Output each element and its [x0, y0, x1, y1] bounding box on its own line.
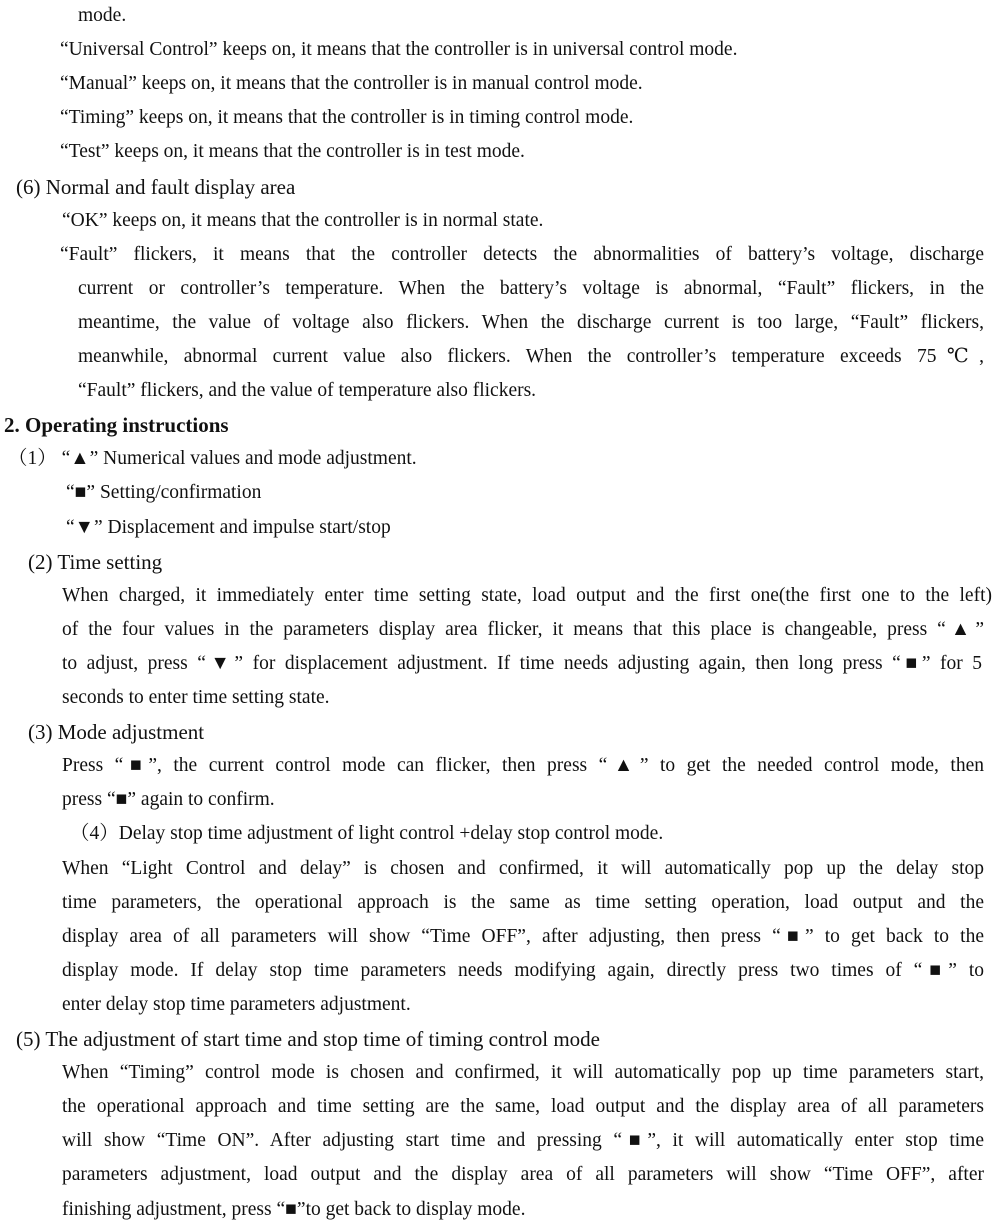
text-line: “■” Setting/confirmation — [66, 482, 262, 504]
text-line: time parameters, the operational approach is the same as time setting operation, load output and the — [62, 891, 984, 913]
text-line: enter delay stop time parameters adjustment. — [62, 993, 411, 1015]
text-line: “Timing” keeps on, it means that the controller is in timing control mode. — [60, 107, 634, 129]
text-line: press “■” again to confirm. — [62, 789, 275, 811]
text-line: “▼” Displacement and impulse start/stop — [66, 516, 391, 538]
subsection-heading: (5) The adjustment of start time and stop time of timing control mode — [16, 1027, 601, 1051]
text-line: （4）Delay stop time adjustment of light control +delay stop control mode. — [70, 823, 664, 845]
section-heading: 2. Operating instructions — [4, 413, 229, 438]
text-line: to adjust, press “▼” for displacement adjustment. If time needs adjusting again, then long press “■” for 5 — [62, 652, 982, 674]
text-line: “Fault” flickers, and the value of temperature also flickers. — [78, 380, 537, 402]
text-line: will show “Time ON”. After adjusting start time and pressing “■”, it will automatically enter stop time — [62, 1130, 984, 1152]
text-line: finishing adjustment, press “■”to get back to display mode. — [62, 1198, 526, 1220]
text-line: meanwhile, abnormal current value also flickers. When the controller’s temperature exceeds 75℃, — [78, 346, 984, 367]
text-line: of the four values in the parameters display area flicker, it means that this place is changeable, press “▲” — [62, 618, 984, 640]
text-line: display mode. If delay stop time parameters needs modifying again, directly press two times of “■” to — [62, 959, 984, 981]
text-line: When “Timing” control mode is chosen and confirmed, it will automatically pop up time parameters start, — [62, 1062, 984, 1084]
text-line: “OK” keeps on, it means that the controller is in normal state. — [62, 209, 544, 231]
text-line: When charged, it immediately enter time setting state, load output and the first one(the first one to the left) — [62, 584, 992, 606]
text-line: mode. — [78, 5, 127, 26]
text-line: the operational approach and time setting are the same, load output and the display area of all parameters — [62, 1096, 984, 1118]
subsection-heading: (2) Time setting — [28, 549, 163, 574]
text-line: （1） “▲” Numerical values and mode adjustment. — [8, 448, 417, 470]
text-line: parameters adjustment, load output and the display area of all parameters will show “Time OFF”, after — [62, 1164, 984, 1186]
text-line: Press “■”, the current control mode can flicker, then press “▲” to get the needed control mode, then — [62, 755, 984, 777]
text-line: display area of all parameters will show “Time OFF”, after adjusting, then press “■” to get back to the — [62, 925, 984, 947]
text-line: current or controller’s temperature. When the battery’s voltage is abnormal, “Fault” flickers, in the — [78, 277, 984, 299]
text-line: When “Light Control and delay” is chosen and confirmed, it will automatically pop up the delay stop — [62, 857, 984, 879]
text-line: seconds to enter time setting state. — [62, 687, 330, 708]
text-line: “Manual” keeps on, it means that the controller is in manual control mode. — [60, 73, 643, 95]
text-line: meantime, the value of voltage also flickers. When the discharge current is too large, “Fault” flickers, — [78, 311, 984, 333]
text-line: “Fault” flickers, it means that the controller detects the abnormalities of battery’s voltage, discharge — [60, 243, 984, 265]
subsection-heading: (3) Mode adjustment — [28, 720, 205, 745]
subsection-heading: (6) Normal and fault display area — [16, 174, 296, 199]
text-line: “Test” keeps on, it means that the controller is in test mode. — [60, 141, 525, 163]
text-line: “Universal Control” keeps on, it means that the controller is in universal control mode. — [60, 39, 738, 61]
